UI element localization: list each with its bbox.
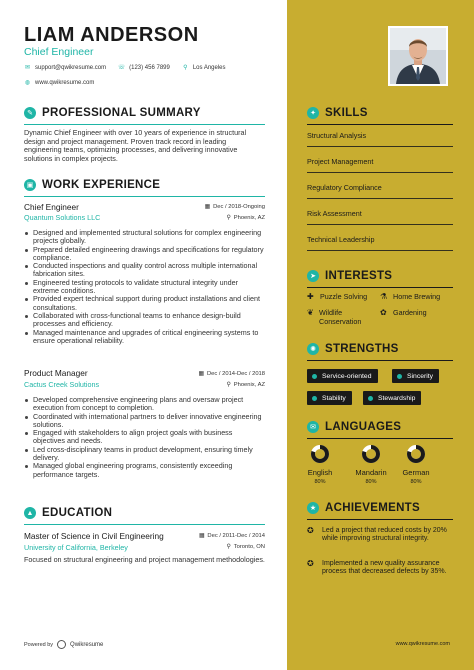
achievements-header xyxy=(307,502,420,514)
education-dates-text: Dec / 2011-Dec / 2014 xyxy=(207,533,265,539)
job-1-dates-text: Dec / 2018-Ongoing xyxy=(213,204,265,210)
medal-icon: ✪ xyxy=(307,526,314,535)
strength-label: Service-oriented xyxy=(322,372,372,380)
qwikresume-logo-icon xyxy=(57,640,66,649)
skill-item: Project Management xyxy=(307,157,374,166)
skill-divider xyxy=(307,198,453,199)
achievement-item xyxy=(307,527,453,544)
map-pin-icon: ⚲ xyxy=(226,215,231,221)
powered-by-text: Powered by xyxy=(24,641,54,648)
education-heading: EDUCATION xyxy=(42,507,113,519)
email-text[interactable]: support@qwikresume.com xyxy=(35,64,107,71)
list-item: Provided expert technical support during product installations and client consultations. xyxy=(24,295,265,312)
calendar-icon: ▦ xyxy=(198,533,205,539)
list-item: Engineered testing protocols to validate structural integrity under extreme conditions. xyxy=(24,279,265,296)
language-item xyxy=(396,444,436,485)
strength-label: Stewardship xyxy=(378,394,416,402)
education-location-text: Toronto, ON xyxy=(233,544,265,550)
interest-label: Puzzle Solving xyxy=(320,292,368,301)
strength-dot xyxy=(397,374,402,379)
profile-photo xyxy=(388,26,448,86)
list-item: Designed and implemented structural solutions for complex engineering projects globally. xyxy=(24,229,265,246)
skill-divider xyxy=(307,172,453,173)
skill-item: Structural Analysis xyxy=(307,131,367,140)
list-item: Engaged with stakeholders to align project goals with business objectives and needs. xyxy=(24,429,265,446)
job-2-title: Product Manager xyxy=(24,368,88,378)
list-item: Led cross-disciplinary teams in product development, ensuring timely delivery. xyxy=(24,446,265,463)
language-item xyxy=(351,444,391,485)
list-item: Developed comprehensive engineering plans and oversaw project execution from concept to completion. xyxy=(24,396,265,413)
phone-text: (123) 456 7899 xyxy=(129,64,170,71)
skill-item: Technical Leadership xyxy=(307,235,375,244)
phone-icon: ☏ xyxy=(117,65,126,71)
interest-item xyxy=(380,309,455,318)
languages-rule xyxy=(307,438,453,439)
achievements-rule xyxy=(307,519,453,520)
language-level: 80% xyxy=(314,479,326,485)
language-gauge xyxy=(361,444,381,464)
strength-dot xyxy=(368,396,373,401)
skills-heading: SKILLS xyxy=(325,107,368,119)
achievement-item xyxy=(307,560,453,577)
job-1-location xyxy=(226,215,265,221)
skill-item: Regulatory Compliance xyxy=(307,183,382,192)
calendar-icon: ▦ xyxy=(198,371,204,377)
strengths-heading: STRENGTHS xyxy=(325,343,399,355)
calendar-icon: ▦ xyxy=(204,204,211,210)
skill-divider xyxy=(307,224,453,225)
experience-rule xyxy=(24,196,265,197)
strength-label: Sincerity xyxy=(407,372,434,380)
language-gauge xyxy=(406,444,426,464)
list-item: Collaborated with cross-functional teams to enhance design-build processes and efficiency. xyxy=(24,312,265,329)
language-name: Mandarin xyxy=(355,468,387,477)
job-1-title: Chief Engineer xyxy=(24,202,79,212)
website-row xyxy=(24,79,94,86)
skill-divider xyxy=(307,250,453,251)
language-level: 80% xyxy=(365,479,377,485)
map-pin-icon: ⚲ xyxy=(226,544,231,550)
job-2-bullets xyxy=(24,396,265,479)
location-text: Los Angeles xyxy=(192,64,226,71)
job-1-bullets xyxy=(24,229,265,345)
summary-rule xyxy=(24,124,265,125)
language-name: German xyxy=(402,468,430,477)
education-school: University of California, Berkeley xyxy=(24,543,128,552)
education-header xyxy=(24,507,112,519)
job-1-company: Quantum Solutions LLC xyxy=(24,213,101,222)
job-2-dates xyxy=(199,371,266,377)
interests-header xyxy=(307,270,392,282)
email-icon: ✉ xyxy=(24,65,31,71)
language-gauge xyxy=(310,444,330,464)
strength-dot xyxy=(312,396,317,401)
summary-section-icon: ✎ xyxy=(24,107,36,119)
list-item: Prepared detailed engineering drawings and specifications for regulatory compliance. xyxy=(24,246,265,263)
location-icon: ⚲ xyxy=(183,65,188,71)
achievement-text: Led a project that reduced costs by 20% while improving structural integrity. xyxy=(322,527,447,543)
interest-item xyxy=(307,309,379,326)
website-text[interactable]: www.qwikresume.com xyxy=(35,79,95,86)
languages-header xyxy=(307,421,401,433)
lightbulb-icon: ✦ xyxy=(307,107,319,119)
paper-plane-icon: ➤ xyxy=(307,270,319,282)
strengths-rule xyxy=(307,360,453,361)
achievement-text: Implemented a new quality assurance process that decreased defects by 35%. xyxy=(322,560,447,576)
list-item: Conducted inspections and quality control across multiple international fabrication sites. xyxy=(24,262,265,279)
strength-pill xyxy=(363,391,421,405)
puzzle-icon: ✚ xyxy=(307,292,314,301)
gardening-icon: ✿ xyxy=(380,308,387,317)
globe-icon: ◍ xyxy=(24,80,31,86)
skills-header xyxy=(307,107,368,119)
brewing-icon: ⚗ xyxy=(380,292,388,301)
list-item: Managed global engineering programs, consistently exceeding performance targets. xyxy=(24,462,265,479)
strengths-header xyxy=(307,343,399,355)
strength-icon: ✺ xyxy=(307,343,319,355)
job-1-dates xyxy=(205,204,265,210)
job-2-location-text: Phoenix, AZ xyxy=(233,382,265,388)
job-2-dates-text: Dec / 2014-Dec / 2018 xyxy=(206,371,265,377)
education-degree: Master of Science in Civil Engineering xyxy=(24,531,164,541)
footer-branding xyxy=(24,640,103,649)
education-rule xyxy=(24,524,265,525)
experience-header xyxy=(24,179,160,191)
contact-row xyxy=(24,64,226,71)
strength-pill xyxy=(307,391,352,405)
leaf-icon: ❦ xyxy=(307,308,314,317)
strength-dot xyxy=(312,374,317,379)
experience-heading: WORK EXPERIENCE xyxy=(42,179,161,191)
job-1-location-text: Phoenix, AZ xyxy=(233,215,265,221)
summary-text: Dynamic Chief Engineer with over 10 years of experience in structural design and project management. Proven track record in leading engineering teams, optimizing processes, and delivering innovative solutions in complex projects. xyxy=(24,128,247,163)
footer-website[interactable]: www.qwikresume.com xyxy=(395,641,450,647)
languages-heading: LANGUAGES xyxy=(325,421,402,433)
skill-item: Risk Assessment xyxy=(307,209,362,218)
map-pin-icon: ⚲ xyxy=(226,382,231,388)
summary-header xyxy=(24,107,201,119)
briefcase-icon: ▣ xyxy=(24,179,36,191)
interest-label: Gardening xyxy=(393,308,427,317)
list-item: Managed maintenance and upgrades of critical engineering systems to ensure operational reliability. xyxy=(24,329,265,346)
summary-heading: PROFESSIONAL SUMMARY xyxy=(42,107,201,119)
footer-brand[interactable]: Qwikresume xyxy=(70,641,104,648)
profile-photo-image xyxy=(390,28,446,84)
interests-rule xyxy=(307,287,453,288)
language-name: English xyxy=(307,468,333,477)
graduation-cap-icon: ▲ xyxy=(24,507,36,519)
interest-item xyxy=(380,293,455,302)
job-2-location xyxy=(226,382,265,388)
interests-heading: INTERESTS xyxy=(325,270,393,282)
interest-item xyxy=(307,293,379,302)
strength-pill xyxy=(307,369,378,383)
education-text: Focused on structural engineering and project management methodologies. xyxy=(24,555,265,564)
strength-label: Stability xyxy=(322,394,346,402)
language-icon: ✉ xyxy=(307,421,319,433)
skills-rule xyxy=(307,124,453,125)
interest-label: Wildlife Conservation xyxy=(319,308,362,326)
list-item: Coordinated with international partners to deliver innovative engineering solutions. xyxy=(24,413,265,430)
candidate-name: LIAM ANDERSON xyxy=(24,24,199,46)
job-2-company: Cactus Creek Solutions xyxy=(24,380,100,389)
trophy-icon: ★ xyxy=(307,502,319,514)
candidate-title: Chief Engineer xyxy=(24,46,94,58)
achievements-heading: ACHIEVEMENTS xyxy=(325,502,420,514)
education-dates xyxy=(199,533,265,539)
interest-label: Home Brewing xyxy=(393,292,441,301)
medal-icon: ✪ xyxy=(307,559,314,568)
education-location xyxy=(226,544,265,550)
skill-divider xyxy=(307,146,453,147)
strength-pill xyxy=(392,369,439,383)
language-level: 80% xyxy=(410,479,422,485)
language-item xyxy=(300,444,340,485)
